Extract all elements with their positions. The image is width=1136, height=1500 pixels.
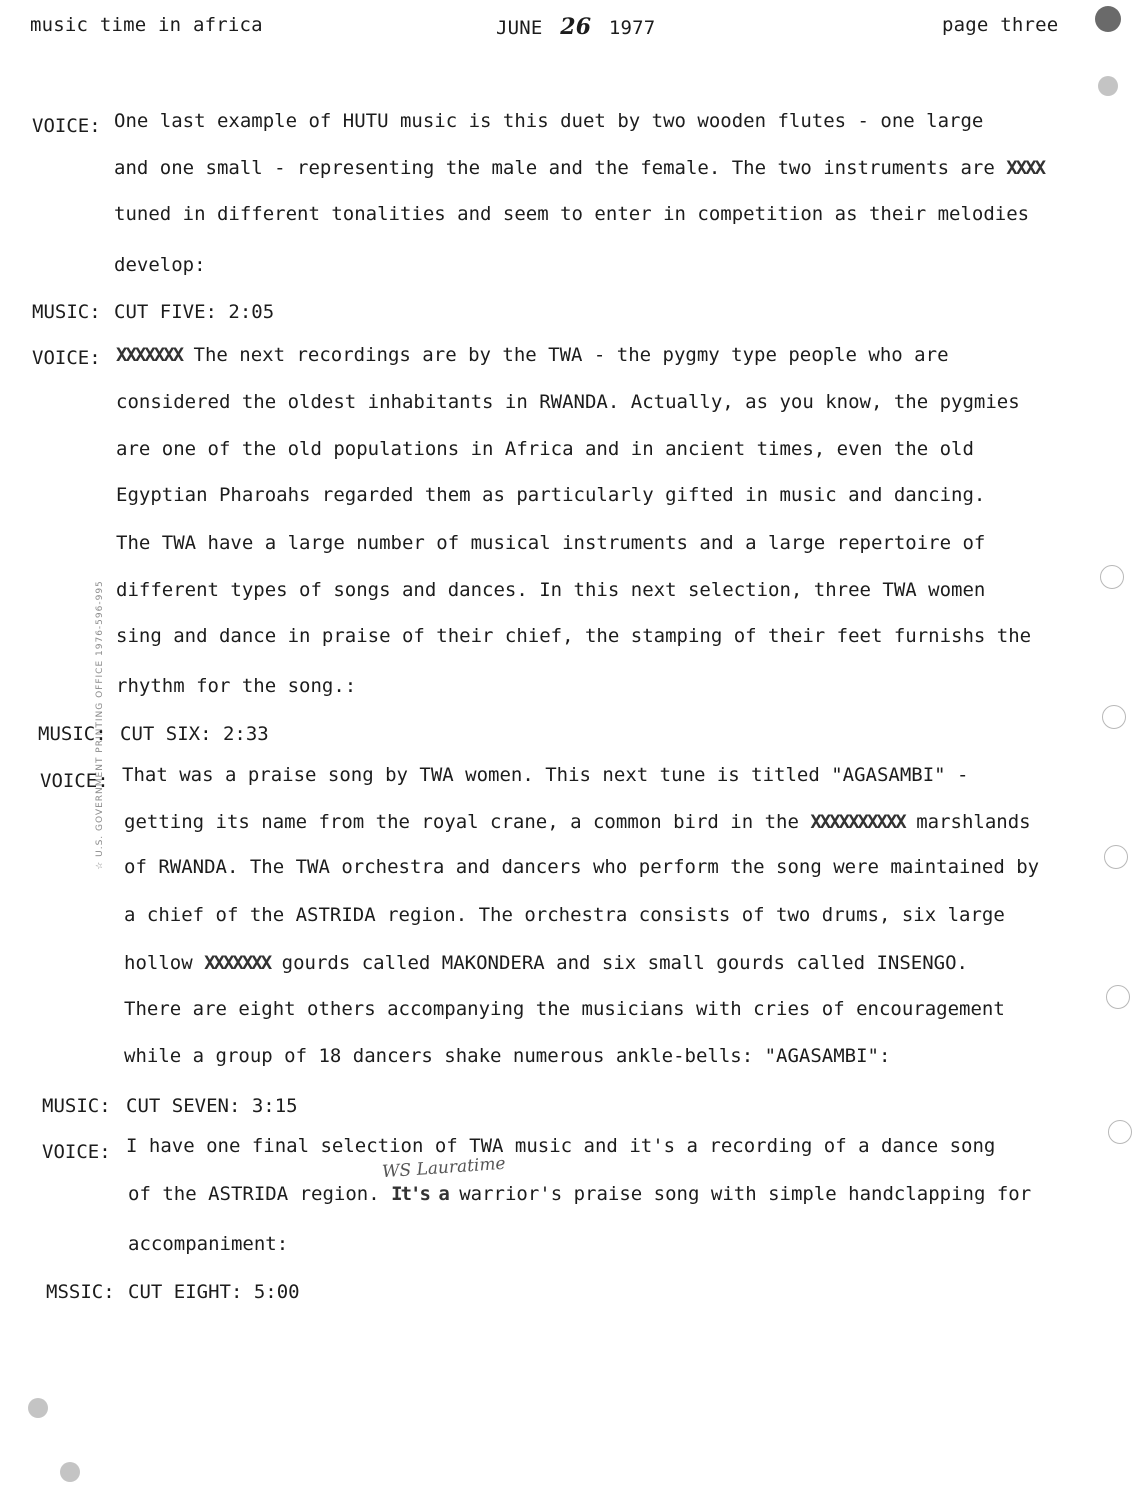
script-line: while a group of 18 dancers shake numerous ankle-bells: "AGASAMBI": xyxy=(124,1045,891,1067)
script-line: of the ASTRIDA region. It's a warrior's praise song with simple handclapping for xyxy=(128,1183,1032,1205)
cue-label: VOICE: xyxy=(40,770,109,792)
binder-hole xyxy=(1102,705,1126,729)
date-day-handwritten: 26 xyxy=(560,14,592,40)
script-line: and one small - representing the male and the female. The two instruments are XXXX xyxy=(114,157,1045,179)
script-line: I have one final selection of TWA music and it's a recording of a dance song xyxy=(126,1135,996,1157)
script-line: getting its name from the royal crane, a common bird in the XXXXXXXXXX marshlands xyxy=(124,811,1031,833)
script-line: tuned in different tonalities and seem to enter in competition as their melodies xyxy=(114,203,1030,225)
typed-strikeout: It's a xyxy=(391,1183,448,1205)
music-cut: CUT FIVE: 2:05 xyxy=(114,301,275,323)
music-cut: CUT SIX: 2:33 xyxy=(120,723,269,745)
cue-label: MSSIC: xyxy=(46,1281,115,1303)
handwritten-annotation: WS Lauratime xyxy=(381,1153,507,1183)
script-line: That was a praise song by TWA women. This next tune is titled "AGASAMBI" - xyxy=(122,764,969,786)
binder-hole xyxy=(1095,6,1121,32)
cue-label: VOICE: xyxy=(32,115,101,137)
script-line: a chief of the ASTRIDA region. The orchestra consists of two drums, six large xyxy=(124,904,1005,926)
music-cut: CUT EIGHT: 5:00 xyxy=(128,1281,300,1303)
date-month: JUNE xyxy=(496,17,543,39)
binder-hole xyxy=(1098,76,1118,96)
typed-strikeout: XXXXXXX xyxy=(116,344,183,366)
cue-label: MUSIC: xyxy=(32,301,101,323)
binder-hole xyxy=(1100,565,1124,589)
script-line: sing and dance in praise of their chief, the stamping of their feet furnishs the xyxy=(116,625,1032,647)
script-line: considered the oldest inhabitants in RWANDA. Actually, as you know, the pygmies xyxy=(116,391,1020,413)
cue-label: MUSIC: xyxy=(42,1095,111,1117)
typed-strikeout: XXXXXXXXXX xyxy=(810,811,905,833)
binder-hole xyxy=(60,1462,80,1482)
script-line: are one of the old populations in Africa and in ancient times, even the old xyxy=(116,438,974,460)
binder-hole xyxy=(28,1398,48,1418)
printing-office-stamp: ☆ U.S. GOVERNMENT PRINTING OFFICE 1976-596-995 xyxy=(95,580,105,870)
script-line: The TWA have a large number of musical instruments and a large repertoire of xyxy=(116,532,986,554)
script-line: of RWANDA. The TWA orchestra and dancers who perform the song were maintained by xyxy=(124,856,1040,878)
binder-hole xyxy=(1108,1120,1132,1144)
script-line: Egyptian Pharoahs regarded them as particularly gifted in music and dancing. xyxy=(116,484,986,506)
binder-hole xyxy=(1104,845,1128,869)
program-title: music time in africa xyxy=(30,14,263,36)
typed-strikeout: XXXX xyxy=(1006,157,1045,179)
cue-label: VOICE: xyxy=(32,347,101,369)
page-number: page three xyxy=(942,14,1059,36)
script-line: One last example of HUTU music is this duet by two wooden flutes - one large xyxy=(114,110,984,132)
program-date xyxy=(496,14,655,40)
script-line: accompaniment: xyxy=(128,1233,289,1255)
cue-label: MUSIC: xyxy=(38,723,107,745)
script-line: rhythm for the song.: xyxy=(116,675,357,697)
music-cut: CUT SEVEN: 3:15 xyxy=(126,1095,298,1117)
script-line: There are eight others accompanying the musicians with cries of encouragement xyxy=(124,998,1005,1020)
script-line: develop: xyxy=(114,254,206,276)
date-year: 1977 xyxy=(608,17,656,39)
script-line: different types of songs and dances. In this next selection, three TWA women xyxy=(116,579,986,601)
binder-hole xyxy=(1106,985,1130,1009)
cue-label: VOICE: xyxy=(42,1141,111,1163)
typed-strikeout: XXXXXXX xyxy=(204,952,271,974)
script-line: hollow XXXXXXX gourds called MAKONDERA and six small gourds called INSENGO. xyxy=(124,952,968,974)
script-line: XXXXXXX The next recordings are by the TWA - the pygmy type people who are xyxy=(116,344,949,366)
